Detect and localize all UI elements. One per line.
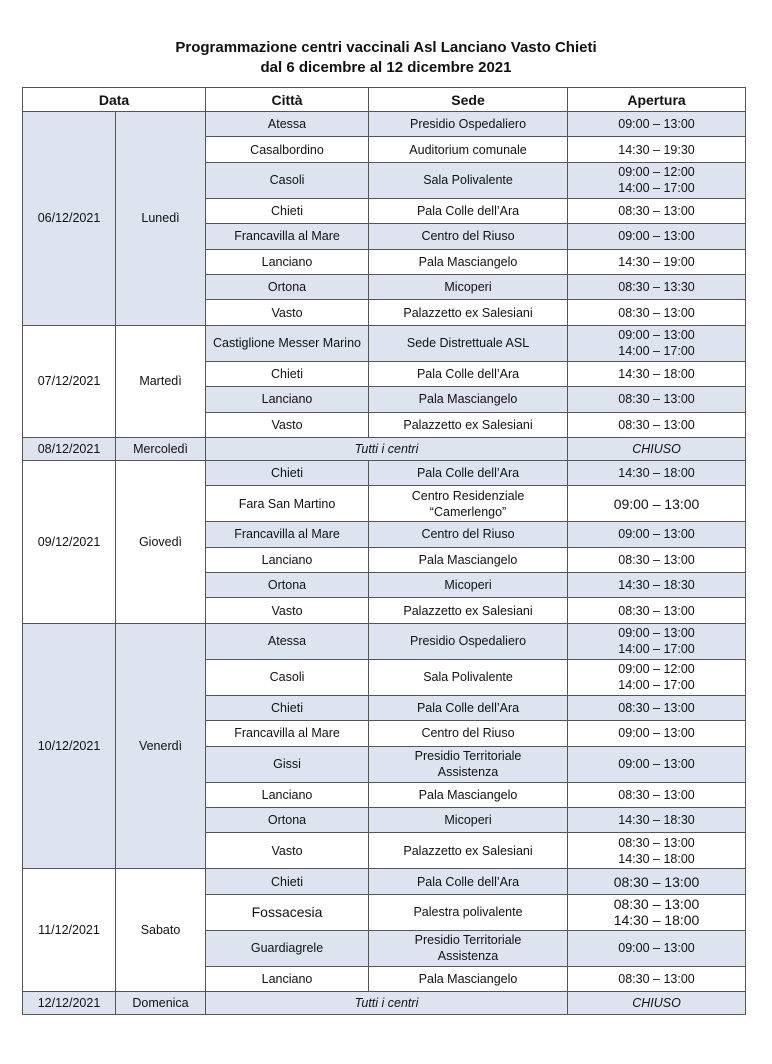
hours-line: 14:00 – 17:00 — [618, 181, 695, 196]
hours-line: 08:30 – 13:30 — [618, 280, 695, 295]
hours-cell — [568, 547, 746, 572]
site-cell — [369, 695, 568, 720]
site-cell — [369, 598, 568, 623]
site-line: Palazzetto ex Salesiani — [403, 305, 533, 320]
weekday-cell: Domenica — [116, 992, 206, 1015]
header-apertura: Apertura — [568, 88, 746, 112]
weekday-cell: Giovedì — [116, 460, 206, 623]
site-line: Presidio Territoriale — [414, 933, 522, 948]
city-cell: Casoli — [206, 162, 369, 198]
hours-cell — [568, 833, 746, 869]
closed-day-row — [23, 992, 746, 1015]
hours-line: 14:30 – 18:30 — [618, 813, 695, 828]
site-cell — [369, 198, 568, 223]
site-line: Palazzetto ex Salesiani — [403, 417, 533, 432]
hours-cell — [568, 869, 746, 894]
hours-line: 08:30 – 13:00 — [618, 835, 695, 850]
city-cell: Atessa — [206, 623, 369, 659]
hours-line: 09:00 – 13:00 — [618, 527, 695, 542]
hours-cell — [568, 721, 746, 746]
site-line: Micoperi — [444, 813, 492, 828]
site-line: Pala Masciangelo — [418, 552, 518, 567]
date-cell: 11/12/2021 — [23, 869, 116, 992]
date-cell: 09/12/2021 — [23, 460, 116, 623]
hours-line: 08:30 – 13:00 — [618, 203, 695, 218]
site-cell — [369, 930, 568, 966]
site-line: Assistenza — [437, 765, 499, 780]
hours-cell — [568, 300, 746, 325]
hours-line: 08:30 – 13:00 — [618, 787, 695, 802]
hours-cell — [568, 808, 746, 833]
hours-line: 09:00 – 13:00 — [618, 757, 695, 772]
closed-day-row — [23, 437, 746, 460]
site-cell — [369, 224, 568, 249]
hours-line: 09:00 – 13:00 — [618, 726, 695, 741]
hours-cell — [568, 112, 746, 137]
hours-line: 14:30 – 18:00 — [618, 366, 695, 381]
all-centers-cell: Tutti i centri — [206, 437, 568, 460]
hours-cell — [568, 522, 746, 547]
site-cell — [369, 460, 568, 485]
site-line: Auditorium comunale — [409, 142, 527, 157]
hours-cell — [568, 930, 746, 966]
closed-label-cell: CHIUSO — [568, 437, 746, 460]
hours-cell — [568, 274, 746, 299]
city-cell: Gissi — [206, 746, 369, 782]
hours-cell — [568, 598, 746, 623]
site-line: Sala Polivalente — [423, 670, 513, 685]
weekday-cell: Lunedì — [116, 112, 206, 326]
table-row — [23, 869, 746, 894]
hours-cell — [568, 137, 746, 162]
city-cell: Francavilla al Mare — [206, 721, 369, 746]
hours-line: 14:00 – 17:00 — [618, 678, 695, 693]
site-cell — [369, 162, 568, 198]
site-line: Sede Distrettuale ASL — [406, 336, 530, 351]
hours-cell — [568, 325, 746, 361]
header-sede: Sede — [369, 88, 568, 112]
site-line: Centro Residenziale — [411, 488, 525, 503]
site-line: Pala Masciangelo — [418, 972, 518, 986]
hours-cell — [568, 224, 746, 249]
hours-cell — [568, 966, 746, 991]
weekday-cell: Martedì — [116, 325, 206, 437]
site-line: Micoperi — [444, 280, 492, 295]
date-cell: 08/12/2021 — [23, 437, 116, 460]
hours-line: 08:30 – 13:00 — [613, 896, 700, 913]
hours-line: 09:00 – 13:00 — [618, 328, 695, 343]
site-cell — [369, 486, 568, 522]
hours-line: 09:00 – 13:00 — [618, 229, 695, 244]
site-cell — [369, 361, 568, 386]
table-row — [23, 112, 746, 137]
hours-cell — [568, 460, 746, 485]
hours-line: 14:30 – 18:00 — [618, 466, 695, 481]
site-cell — [369, 894, 568, 930]
site-cell — [369, 325, 568, 361]
table-row — [23, 460, 746, 485]
document-title — [0, 38, 772, 78]
city-cell: Ortona — [206, 808, 369, 833]
site-line: Centro del Riuso — [421, 726, 515, 741]
city-cell: Casalbordino — [206, 137, 369, 162]
site-line: Presidio Ospedaliero — [409, 117, 527, 132]
hours-line: 08:30 – 13:00 — [618, 305, 695, 320]
hours-line: 14:00 – 17:00 — [618, 642, 695, 657]
site-line: Pala Colle dell’Ara — [416, 203, 520, 218]
site-cell — [369, 869, 568, 894]
hours-line: 09:00 – 12:00 — [618, 662, 695, 677]
table-row — [23, 623, 746, 659]
hours-line: 09:00 – 13:00 — [618, 941, 695, 956]
hours-cell — [568, 249, 746, 274]
hours-cell — [568, 573, 746, 598]
site-line: Pala Colle dell’Ara — [416, 466, 520, 481]
weekday-cell: Mercoledì — [116, 437, 206, 460]
hours-cell — [568, 361, 746, 386]
date-cell: 12/12/2021 — [23, 992, 116, 1015]
closed-label-cell: CHIUSO — [568, 992, 746, 1015]
city-cell: Fossacesia — [206, 894, 369, 930]
city-cell: Vasto — [206, 412, 369, 437]
site-line: “Camerlengo” — [429, 504, 507, 519]
city-cell: Chieti — [206, 869, 369, 894]
city-cell: Chieti — [206, 198, 369, 223]
site-cell — [369, 137, 568, 162]
hours-line: 14:30 – 19:00 — [618, 254, 695, 269]
hours-line: 08:30 – 13:00 — [618, 603, 695, 618]
date-cell: 10/12/2021 — [23, 623, 116, 869]
city-cell: Lanciano — [206, 387, 369, 412]
city-cell: Vasto — [206, 300, 369, 325]
city-cell: Vasto — [206, 598, 369, 623]
site-cell — [369, 623, 568, 659]
site-line: Pala Colle dell’Ara — [416, 366, 520, 381]
hours-line: 08:30 – 13:00 — [618, 972, 695, 986]
site-cell — [369, 659, 568, 695]
hours-line: 14:00 – 17:00 — [618, 344, 695, 359]
site-line: Presidio Territoriale — [414, 749, 522, 764]
site-cell — [369, 522, 568, 547]
hours-cell — [568, 659, 746, 695]
hours-line: 09:00 – 13:00 — [613, 495, 700, 512]
city-cell: Fara San Martino — [206, 486, 369, 522]
city-cell: Chieti — [206, 361, 369, 386]
city-cell: Chieti — [206, 460, 369, 485]
site-cell — [369, 387, 568, 412]
site-line: Pala Masciangelo — [418, 254, 518, 269]
site-line: Palestra polivalente — [413, 905, 523, 920]
hours-cell — [568, 387, 746, 412]
site-line: Assistenza — [437, 949, 499, 964]
table-row — [23, 325, 746, 361]
hours-cell — [568, 894, 746, 930]
hours-line: 09:00 – 13:00 — [618, 626, 695, 641]
site-cell — [369, 966, 568, 991]
site-cell — [369, 249, 568, 274]
site-line: Pala Masciangelo — [418, 392, 518, 407]
city-cell: Francavilla al Mare — [206, 522, 369, 547]
city-cell: Casoli — [206, 659, 369, 695]
all-centers-cell: Tutti i centri — [206, 992, 568, 1015]
hours-cell — [568, 782, 746, 807]
site-cell — [369, 782, 568, 807]
site-line: Centro del Riuso — [421, 527, 515, 542]
site-line: Palazzetto ex Salesiani — [403, 843, 533, 858]
date-cell: 07/12/2021 — [23, 325, 116, 437]
site-cell — [369, 274, 568, 299]
site-cell — [369, 300, 568, 325]
hours-cell — [568, 695, 746, 720]
hours-line: 09:00 – 12:00 — [618, 165, 695, 180]
hours-cell — [568, 623, 746, 659]
header-data: Data — [23, 88, 206, 112]
site-cell — [369, 112, 568, 137]
hours-cell — [568, 412, 746, 437]
hours-line: 08:30 – 13:00 — [613, 873, 700, 890]
hours-line: 14:30 – 18:00 — [618, 851, 695, 866]
site-cell — [369, 721, 568, 746]
hours-line: 14:30 – 18:00 — [613, 912, 700, 929]
site-cell — [369, 808, 568, 833]
hours-cell — [568, 198, 746, 223]
site-cell — [369, 746, 568, 782]
schedule-body — [23, 112, 746, 1015]
schedule-table — [22, 87, 746, 1015]
hours-cell — [568, 486, 746, 522]
weekday-cell: Sabato — [116, 869, 206, 992]
city-cell: Guardiagrele — [206, 930, 369, 966]
city-cell: Lanciano — [206, 547, 369, 572]
header-row — [23, 88, 746, 112]
hours-line: 08:30 – 13:00 — [618, 701, 695, 716]
title-line-2: dal 6 dicembre al 12 dicembre 2021 — [260, 59, 512, 76]
city-cell: Lanciano — [206, 249, 369, 274]
city-cell: Francavilla al Mare — [206, 224, 369, 249]
hours-cell — [568, 746, 746, 782]
hours-line: 08:30 – 13:00 — [618, 552, 695, 567]
city-cell: Ortona — [206, 573, 369, 598]
city-cell: Castiglione Messer Marino — [206, 325, 369, 361]
city-cell: Chieti — [206, 695, 369, 720]
title-line-1: Programmazione centri vaccinali Asl Lanciano Vasto Chieti — [175, 39, 597, 56]
site-line: Pala Colle dell’Ara — [416, 701, 520, 716]
site-line: Centro del Riuso — [421, 229, 515, 244]
date-cell: 06/12/2021 — [23, 112, 116, 326]
site-cell — [369, 573, 568, 598]
hours-line: 08:30 – 13:00 — [618, 417, 695, 432]
hours-line: 14:30 – 19:30 — [618, 142, 695, 157]
hours-line: 14:30 – 18:30 — [618, 578, 695, 593]
hours-line: 09:00 – 13:00 — [618, 117, 695, 132]
site-line: Presidio Ospedaliero — [409, 634, 527, 649]
site-line: Micoperi — [444, 578, 492, 593]
city-cell: Atessa — [206, 112, 369, 137]
site-cell — [369, 547, 568, 572]
city-cell: Ortona — [206, 274, 369, 299]
site-line: Sala Polivalente — [423, 173, 513, 188]
site-cell — [369, 833, 568, 869]
header-citta: Città — [206, 88, 369, 112]
weekday-cell: Venerdì — [116, 623, 206, 869]
hours-line: 08:30 – 13:00 — [618, 392, 695, 407]
site-line: Pala Masciangelo — [418, 787, 518, 802]
site-line: Palazzetto ex Salesiani — [403, 603, 533, 618]
hours-cell — [568, 162, 746, 198]
site-cell — [369, 412, 568, 437]
city-cell: Lanciano — [206, 966, 369, 991]
city-cell: Vasto — [206, 833, 369, 869]
city-cell: Lanciano — [206, 782, 369, 807]
site-line: Pala Colle dell’Ara — [416, 874, 520, 889]
